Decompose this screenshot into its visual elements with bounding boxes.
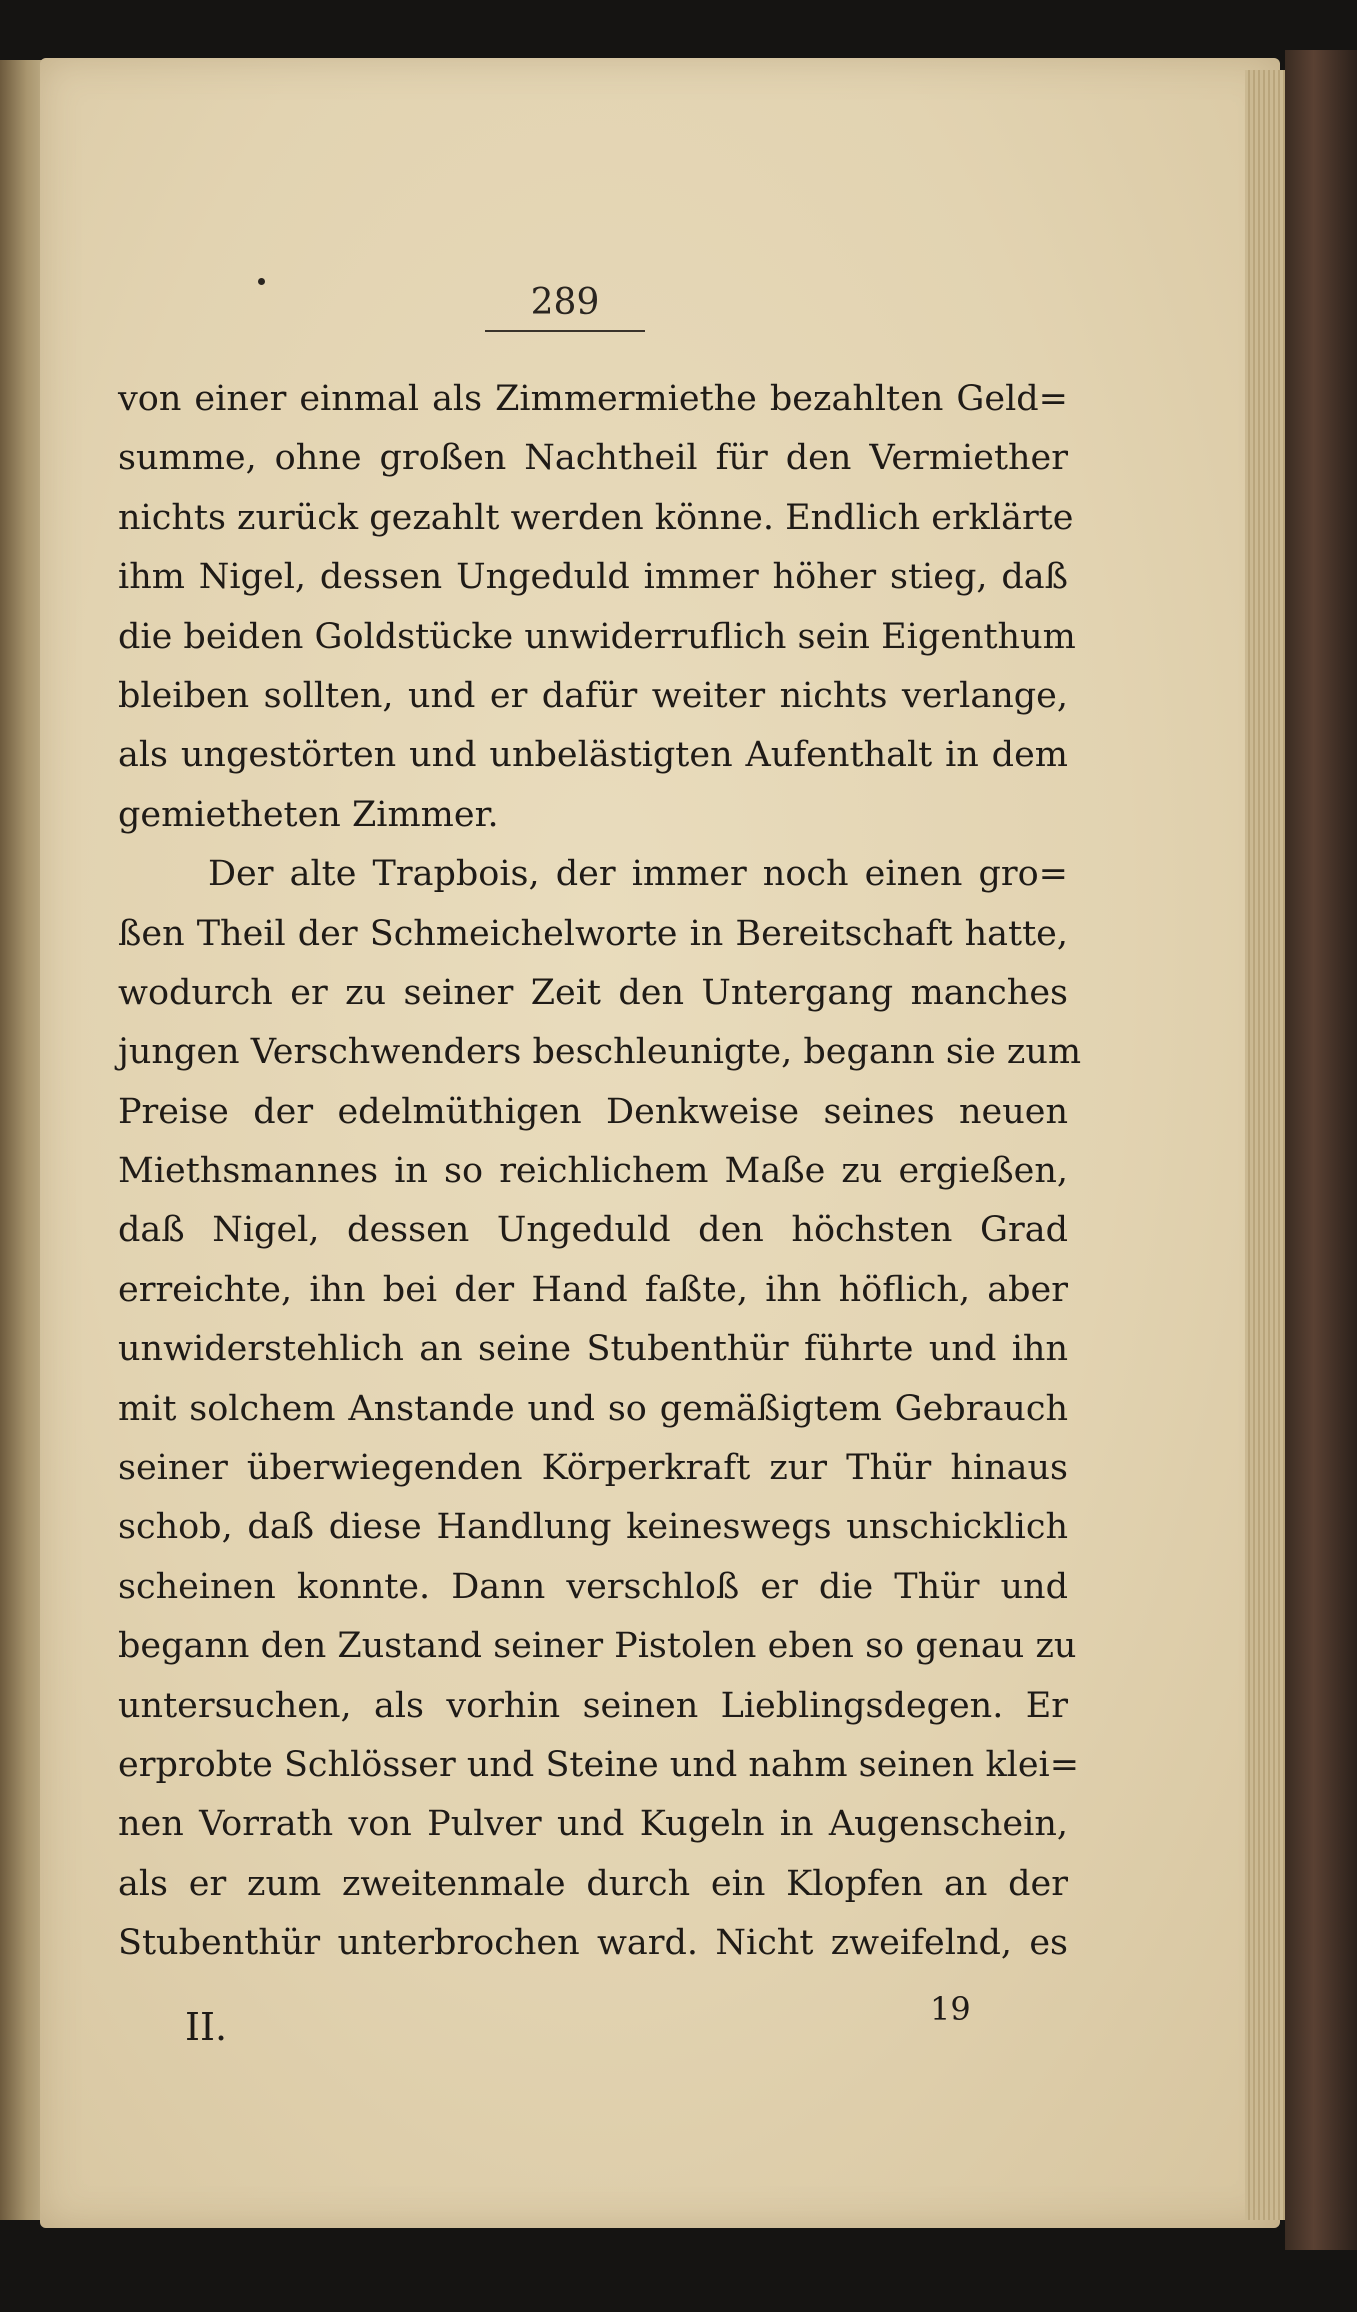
text-line: Der alte Trapbois, der immer noch einen gro= xyxy=(208,854,1068,895)
text-line: jungen Verschwenders beschleunigte, begann sie zum xyxy=(118,1032,1082,1073)
header-rule xyxy=(485,330,645,332)
ink-dot xyxy=(258,278,265,285)
text-line: ßen Theil der Schmeichelworte in Bereitschaft hatte, xyxy=(118,913,1068,954)
text-line: Stubenthür unterbrochen ward. Nicht zweifelnd, es xyxy=(118,1923,1068,1964)
text-line: mit solchem Anstande und so gemäßigtem Gebrauch xyxy=(118,1388,1068,1429)
gathering-number: 19 xyxy=(930,1990,971,2028)
text-line: erprobte Schlösser und Steine und nahm seinen klei= xyxy=(118,1744,1080,1785)
text-line: unwiderstehlich an seine Stubenthür führte und ihn xyxy=(118,1329,1068,1370)
text-line: erreichte, ihn bei der Hand faßte, ihn höflich, aber xyxy=(118,1269,1068,1310)
text-line: als ungestörten und unbelästigten Aufenthalt in dem xyxy=(118,735,1068,776)
text-line: als er zum zweitenmale durch ein Klopfen an der xyxy=(118,1863,1068,1904)
text-line: nen Vorrath von Pulver und Kugeln in Augenschein, xyxy=(118,1804,1068,1845)
text-line: daß Nigel, dessen Ungeduld den höchsten Grad xyxy=(118,1210,1068,1251)
text-line: schob, daß diese Handlung keineswegs unschicklich xyxy=(118,1507,1068,1548)
text-line: die beiden Goldstücke unwiderruflich sein Eigenthum xyxy=(118,616,1076,657)
body-text xyxy=(118,370,1082,1974)
text-line: nichts zurück gezahlt werden könne. Endlich erklärte xyxy=(118,497,1074,538)
text-line: scheinen konnte. Dann verschloß er die Thür und xyxy=(118,1566,1068,1607)
page-edges xyxy=(1245,70,1285,2220)
signature-mark: II. xyxy=(185,2005,228,2049)
text-line: Miethsmannes in so reichlichem Maße zu ergießen, xyxy=(118,1151,1068,1192)
text-line: von einer einmal als Zimmermiethe bezahlten Geld= xyxy=(118,379,1068,419)
text-line: seiner überwiegenden Körperkraft zur Thür hinaus xyxy=(118,1448,1068,1489)
text-line: summe, ohne großen Nachtheil für den Vermiether xyxy=(118,438,1068,479)
text-line: wodurch er zu seiner Zeit den Untergang manches xyxy=(118,972,1068,1013)
text-line: Preise der edelmüthigen Denkweise seines neuen xyxy=(118,1091,1068,1132)
text-line: untersuchen, als vorhin seinen Lieblingsdegen. Er xyxy=(118,1685,1068,1726)
book-cover-edge xyxy=(1285,50,1357,2250)
text-line: begann den Zustand seiner Pistolen eben so genau zu xyxy=(118,1626,1077,1667)
text-line: ihm Nigel, dessen Ungeduld immer höher stieg, daß xyxy=(118,557,1068,598)
text-line: bleiben sollten, und er dafür weiter nichts verlange, xyxy=(118,675,1068,716)
text-line: gemietheten Zimmer. xyxy=(118,794,499,835)
page-number: 289 xyxy=(530,282,600,323)
